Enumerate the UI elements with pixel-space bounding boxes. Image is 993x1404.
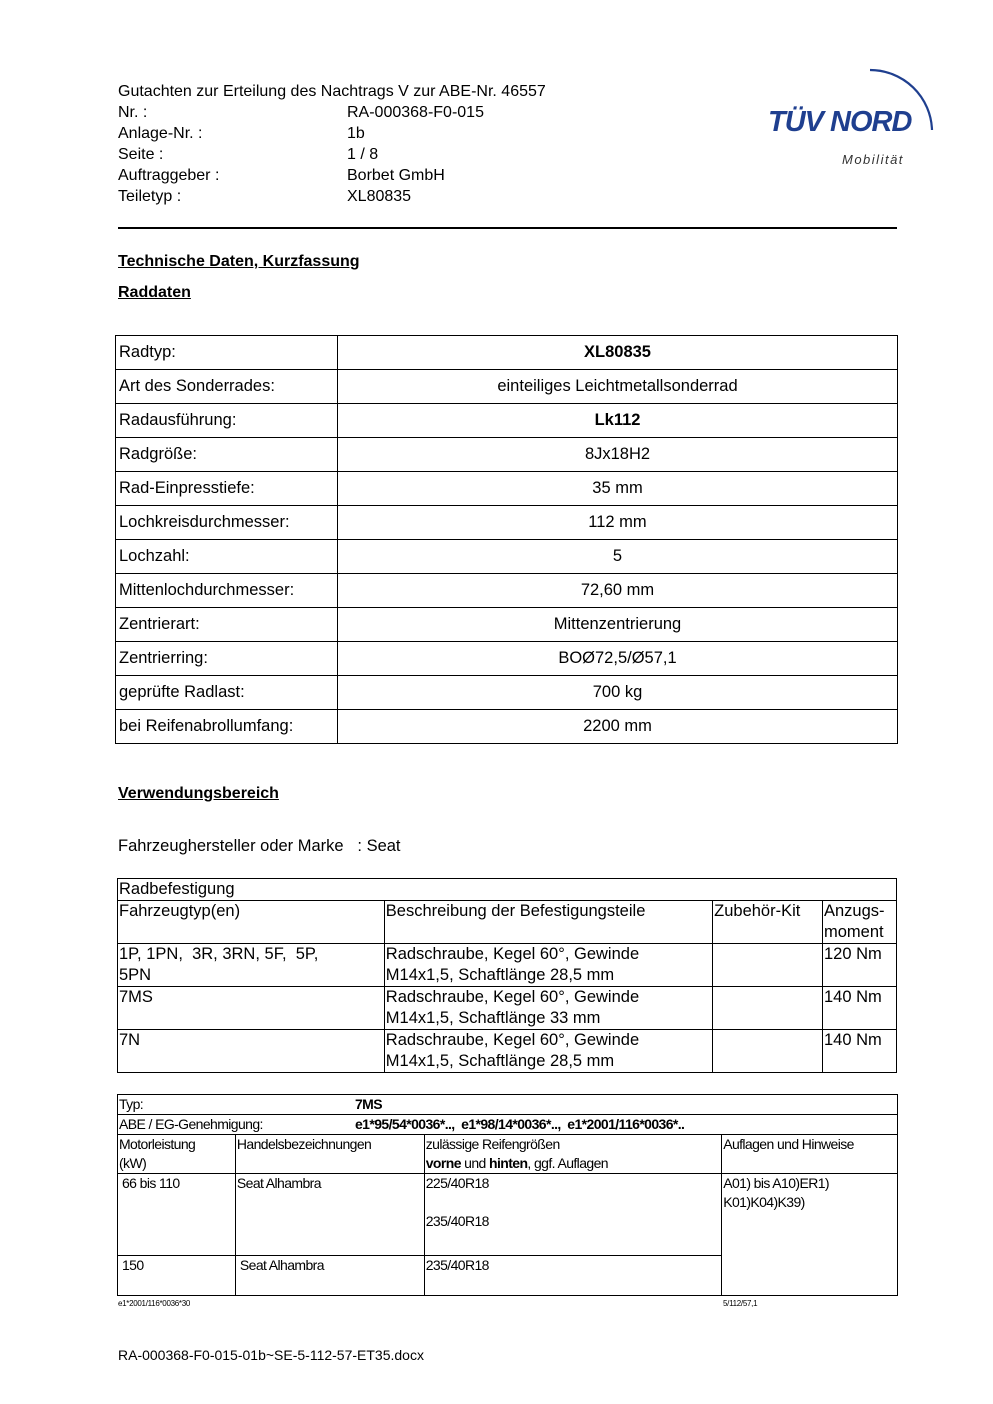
header-divider bbox=[118, 227, 897, 229]
radbefestigung-title: Radbefestigung bbox=[118, 879, 897, 901]
auflagen-cell: A01) bis A10)ER1) K01)K04)K39) bbox=[722, 1174, 898, 1296]
table-row bbox=[116, 336, 898, 370]
col-reifengroessen: zulässige Reifengrößen vorne und hinten, ggf. Auflagen bbox=[424, 1135, 721, 1174]
raddaten-label: geprüfte Radlast: bbox=[116, 676, 338, 710]
raddaten-value: 35 mm bbox=[338, 472, 898, 506]
table-row: 7N Radschraube, Kegel 60°, Gewinde M14x1,5, Schaftlänge 28,5 mm 140 Nm bbox=[118, 1030, 897, 1073]
document-footer: RA-000368-F0-015-01b~SE-5-112-57-ET35.docx bbox=[118, 1347, 424, 1363]
col-handelsbezeichnungen: Handelsbezeichnungen bbox=[235, 1135, 424, 1174]
raddaten-value: Mittenzentrierung bbox=[338, 608, 898, 642]
document-header bbox=[118, 81, 546, 207]
table-row bbox=[116, 404, 898, 438]
raddaten-table bbox=[115, 335, 898, 744]
document-title: Gutachten zur Erteilung des Nachtrags V zur ABE-Nr. 46557 bbox=[118, 83, 546, 100]
header-field-nr: Nr. : RA-000368-F0-015 bbox=[118, 104, 484, 121]
radbefestigung-table bbox=[117, 878, 897, 1073]
raddaten-value: 2200 mm bbox=[338, 710, 898, 744]
table-row bbox=[116, 642, 898, 676]
col-motorleistung: Motorleistung (kW) bbox=[118, 1135, 236, 1174]
table-row bbox=[116, 370, 898, 404]
typ-table-foot-left: e1*2001/116*0036*30 bbox=[118, 1299, 191, 1308]
header-field-auftraggeber: Auftraggeber : Borbet GmbH bbox=[118, 167, 445, 184]
table-row bbox=[116, 438, 898, 472]
raddaten-value: 8Jx18H2 bbox=[338, 438, 898, 472]
table-row bbox=[116, 574, 898, 608]
fahrzeughersteller-line bbox=[118, 837, 401, 856]
abe-row bbox=[118, 1115, 898, 1135]
logo-wordmark: TÜV NORD bbox=[768, 106, 912, 138]
header-field-seite: Seite : 1 / 8 bbox=[118, 146, 379, 163]
header-field-teiletyp: Teiletyp : XL80835 bbox=[118, 188, 412, 205]
table-row bbox=[116, 506, 898, 540]
hersteller-label: Fahrzeughersteller oder Marke bbox=[118, 837, 344, 855]
raddaten-label: Art des Sonderrades: bbox=[116, 370, 338, 404]
raddaten-value: 112 mm bbox=[338, 506, 898, 540]
raddaten-value: Lk112 bbox=[338, 404, 898, 438]
raddaten-label: bei Reifenabrollumfang: bbox=[116, 710, 338, 744]
table-row: 66 bis 110 Seat Alhambra 225/40R18 235/40R18 A01) bis A10)ER1) K01)K04)K39) bbox=[118, 1174, 898, 1256]
raddaten-value: XL80835 bbox=[338, 336, 898, 370]
raddaten-value: 700 kg bbox=[338, 676, 898, 710]
raddaten-value: 5 bbox=[338, 540, 898, 574]
typ-value: 7MS bbox=[355, 1096, 382, 1112]
typ-genehmigung-table bbox=[117, 1094, 898, 1296]
table-row bbox=[116, 676, 898, 710]
table-row: 1P, 1PN, 3R, 3RN, 5F, 5P, 5PN Radschraube, Kegel 60°, Gewinde M14x1,5, Schaftlänge 28,5 mm 120 Nm bbox=[118, 944, 897, 987]
raddaten-label: Mittenlochdurchmesser: bbox=[116, 574, 338, 608]
raddaten-label: Radtyp: bbox=[116, 336, 338, 370]
table-row bbox=[116, 540, 898, 574]
typ-table-foot-right: 5/112/57,1 bbox=[723, 1299, 758, 1308]
raddaten-label: Zentrierring: bbox=[116, 642, 338, 676]
raddaten-value: BOØ72,5/Ø57,1 bbox=[338, 642, 898, 676]
abe-value: e1*95/54*0036*.., e1*98/14*0036*.., e1*2001/116*0036*.. bbox=[355, 1116, 685, 1132]
logo-subtitle: Mobilität bbox=[842, 152, 904, 167]
hersteller-value: Seat bbox=[366, 837, 401, 855]
col-auflagen: Auflagen und Hinweise bbox=[722, 1135, 898, 1174]
raddaten-label: Zentrierart: bbox=[116, 608, 338, 642]
table-row bbox=[116, 710, 898, 744]
tuv-nord-logo bbox=[766, 58, 942, 170]
table-row: 7MS Radschraube, Kegel 60°, Gewinde M14x1,5, Schaftlänge 33 mm 140 Nm bbox=[118, 987, 897, 1030]
col-beschreibung: Beschreibung der Befestigungsteile bbox=[384, 901, 712, 944]
raddaten-label: Rad-Einpresstiefe: bbox=[116, 472, 338, 506]
header-field-anlage: Anlage-Nr. : 1b bbox=[118, 125, 365, 142]
raddaten-label: Lochzahl: bbox=[116, 540, 338, 574]
raddaten-label: Radausführung: bbox=[116, 404, 338, 438]
table-row: 150 Seat Alhambra 235/40R18 bbox=[118, 1256, 898, 1296]
raddaten-label: Radgröße: bbox=[116, 438, 338, 472]
hersteller-sep: : bbox=[357, 837, 362, 855]
typ-label: Typ: bbox=[119, 1096, 144, 1112]
typ-row bbox=[118, 1095, 898, 1115]
raddaten-label: Lochkreisdurchmesser: bbox=[116, 506, 338, 540]
col-anzugsmoment: Anzugs- moment bbox=[823, 901, 897, 944]
raddaten-value: einteiliges Leichtmetallsonderrad bbox=[338, 370, 898, 404]
col-fahrzeugtyp: Fahrzeugtyp(en) bbox=[118, 901, 385, 944]
col-zubehoer-kit: Zubehör-Kit bbox=[713, 901, 823, 944]
table-row bbox=[116, 472, 898, 506]
raddaten-value: 72,60 mm bbox=[338, 574, 898, 608]
section-subtitle-raddaten: Raddaten bbox=[118, 284, 191, 301]
section-title-verwendungsbereich: Verwendungsbereich bbox=[118, 785, 279, 802]
abe-label: ABE / EG-Genehmigung: bbox=[119, 1116, 263, 1132]
table-row bbox=[116, 608, 898, 642]
section-title-technische-daten: Technische Daten, Kurzfassung bbox=[118, 253, 360, 270]
